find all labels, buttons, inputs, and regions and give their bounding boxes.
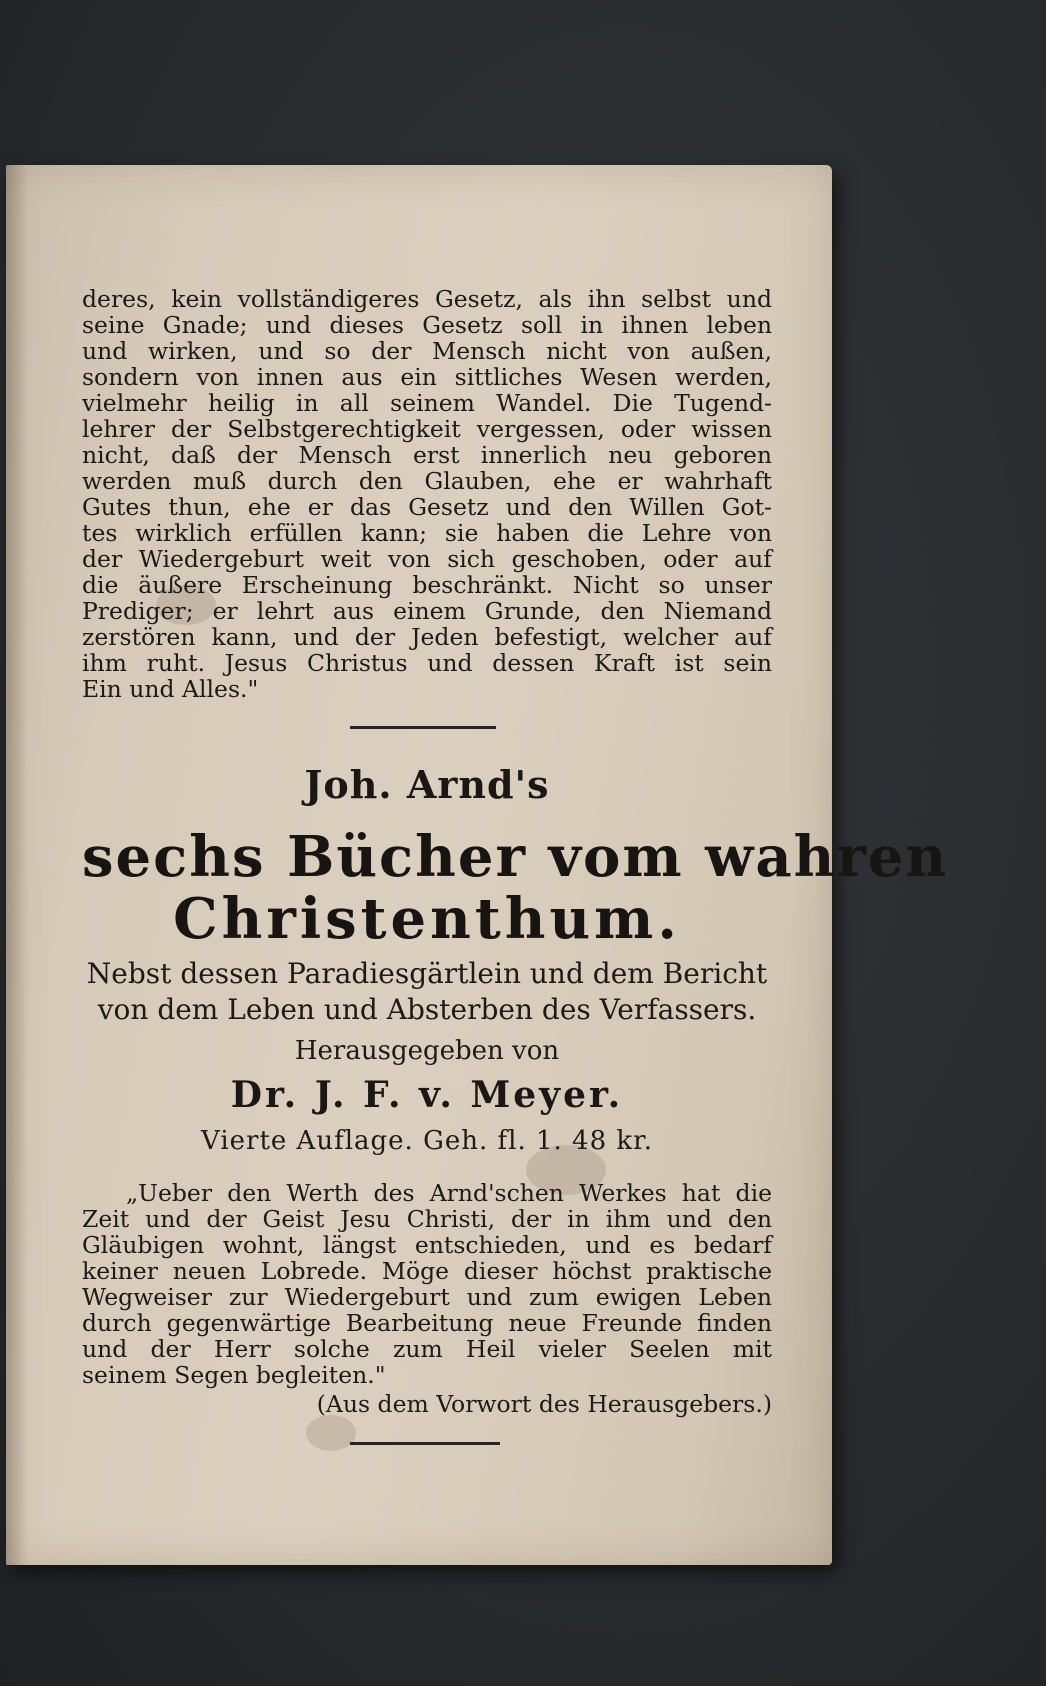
text-line: Gläubigen wohnt, längst entschieden, und es bedarf — [82, 1231, 772, 1259]
subtitle-line: von dem Leben und Absterben des Verfassers. — [97, 993, 757, 1026]
text-line: die äußere Erscheinung beschränkt. Nicht so unser — [82, 571, 772, 599]
text-line: werden muß durch den Glauben, ehe er wahrhaft — [82, 467, 772, 495]
quote-source: (Aus dem Vorwort des Herausgebers.) — [316, 1390, 772, 1418]
text-line: sondern von innen aus ein sittliches Wesen werden, — [82, 363, 772, 391]
text-line: Gutes thun, ehe er das Gesetz und den Willen Got- — [82, 493, 772, 521]
editor-label: Herausgegeben von — [294, 1036, 560, 1066]
book-title-line-2: Christenthum. — [173, 886, 681, 952]
text-line: Ein und Alles." — [82, 675, 259, 703]
text-line: und der Herr solche zum Heil vieler Seelen mit — [82, 1335, 772, 1363]
text-line: und wirken, und so der Mensch nicht von außen, — [82, 337, 772, 365]
text-line: der Wiedergeburt weit von sich geschoben, oder auf — [82, 545, 772, 573]
text-line: lehrer der Selbstgerechtigkeit vergessen, oder wissen — [82, 415, 772, 443]
text-line: ihm ruht. Jesus Christus und dessen Kraft ist sein — [82, 649, 772, 677]
text-line: seine Gnade; und dieses Gesetz soll in ihnen leben — [82, 311, 772, 339]
text-line: nicht, daß der Mensch erst innerlich neu geboren — [82, 441, 772, 469]
text-line: Zeit und der Geist Jesu Christi, der in ihm und den — [82, 1205, 772, 1233]
text-line: zerstören kann, und der Jeden befestigt, welcher auf — [82, 623, 772, 651]
paper-stain — [306, 1415, 356, 1451]
text-line: deres, kein vollständigeres Gesetz, als ihn selbst und — [82, 285, 772, 313]
subtitle-line: Nebst dessen Paradiesgärtlein und dem Bericht — [86, 957, 768, 990]
text-line: seinem Segen begleiten." — [82, 1361, 386, 1389]
text-line: Wegweiser zur Wiedergeburt und zum ewigen Leben — [82, 1283, 772, 1311]
text-line: durch gegenwärtige Bearbeitung neue Freunde finden — [82, 1309, 772, 1337]
divider-rule — [350, 726, 496, 729]
editor-name: Dr. J. F. v. Meyer. — [230, 1074, 624, 1116]
text-line: vielmehr heilig in all seinem Wandel. Die Tugend- — [82, 389, 772, 417]
edition-price: Vierte Auflage. Geh. fl. 1. 48 kr. — [201, 1126, 653, 1156]
text-line: „Ueber den Werth des Arnd'schen Werkes hat die — [126, 1179, 772, 1207]
book-subtitle — [82, 956, 772, 1028]
book-title-line-1: sechs Bücher vom wahren — [82, 824, 949, 890]
top-paragraph — [82, 286, 772, 702]
text-line: keiner neuen Lobrede. Möge dieser höchst praktische — [82, 1257, 772, 1285]
text-line: tes wirklich erfüllen kann; sie haben die Lehre von — [82, 519, 772, 547]
divider-rule — [350, 1442, 500, 1445]
preface-quote — [82, 1180, 772, 1388]
text-line: Prediger; er lehrt aus einem Grunde, den Niemand — [82, 597, 772, 625]
book-author: Joh. Arnd's — [304, 762, 550, 807]
